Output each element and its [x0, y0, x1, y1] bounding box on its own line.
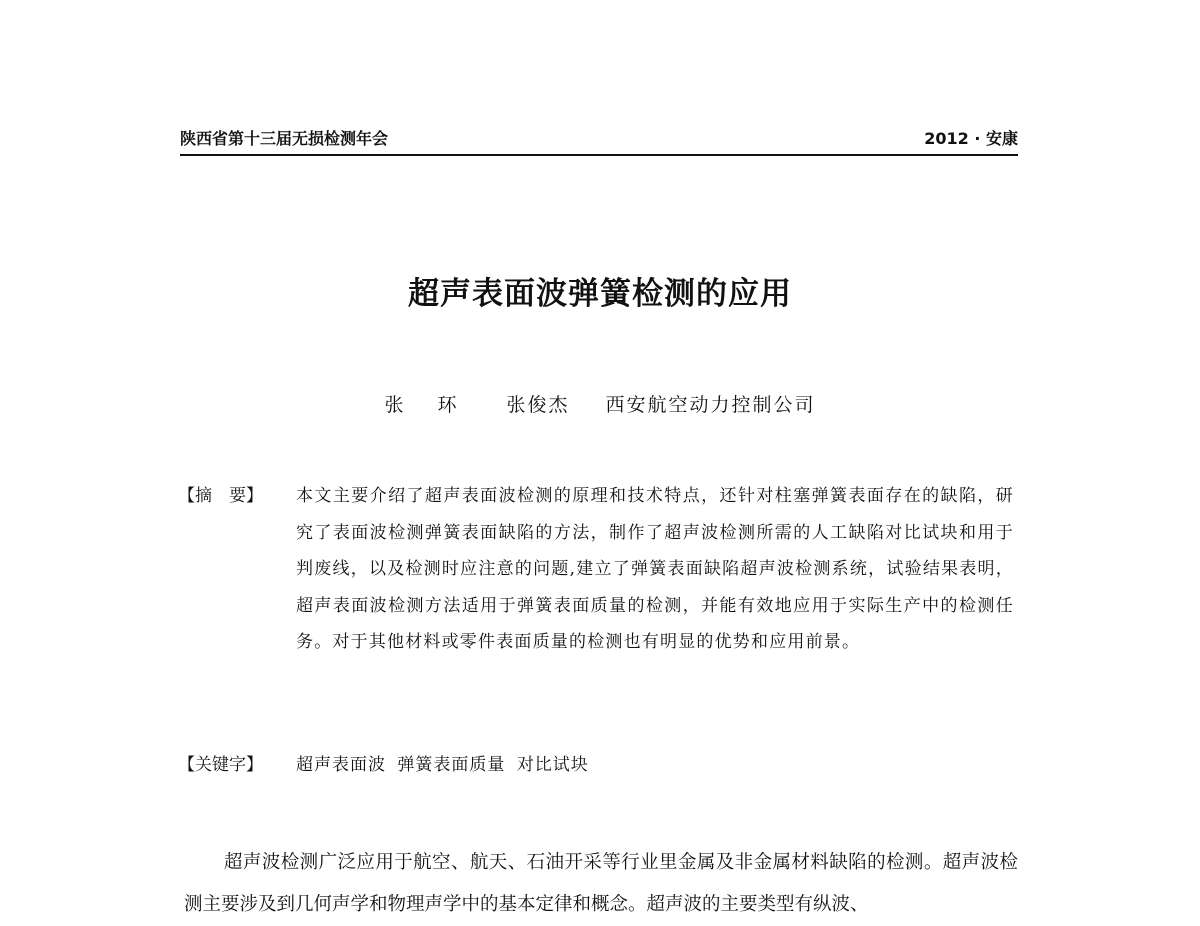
body-paragraph: 超声波检测广泛应用于航空、航天、石油开采等行业里金属及非金属材料缺陷的检测。超声波检测主要涉及到几何声学和物理声学中的基本定律和概念。超声波的主要类型有纵波、	[184, 852, 1018, 915]
paper-title: 超声表面波弹簧检测的应用	[408, 276, 792, 312]
abstract-text: 本文主要介绍了超声表面波检测的原理和技术特点，还针对柱塞弹簧表面存在的缺陷，研究了表面波检测弹簧表面缺陷的方法，制作了超声波检测所需的人工缺陷对比试块和用于判废线，以及检测时应注意的问题,建立了弹簧表面缺陷超声波检测系统，试验结果表明，超声表面波检测方法适用于弹簧表面质量的检测，并能有效地应用于实际生产中的检测任务。对于其他材料或零件表面质量的检测也有明显的优势和应用前景。	[296, 486, 1014, 652]
keywords-label: 【关键字】	[178, 755, 263, 775]
affiliation: 西安航空动力控制公司	[605, 394, 816, 416]
keyword: 对比试块	[516, 755, 589, 775]
keywords-section	[178, 750, 1018, 780]
author-line	[0, 390, 1200, 417]
author-1: 张 环	[384, 394, 471, 416]
keywords-list	[296, 750, 595, 780]
conference-name: 陕西省第十三届无损检测年会	[180, 129, 389, 148]
keyword: 弹簧表面质量	[397, 755, 506, 775]
abstract-section	[178, 478, 1018, 661]
abstract-label: 【摘 要】	[178, 486, 263, 506]
page-header	[180, 126, 1018, 156]
year-location: 2012 · 安康	[924, 129, 1018, 148]
author-2: 张俊杰	[506, 394, 570, 416]
keyword: 超声表面波	[296, 755, 386, 775]
